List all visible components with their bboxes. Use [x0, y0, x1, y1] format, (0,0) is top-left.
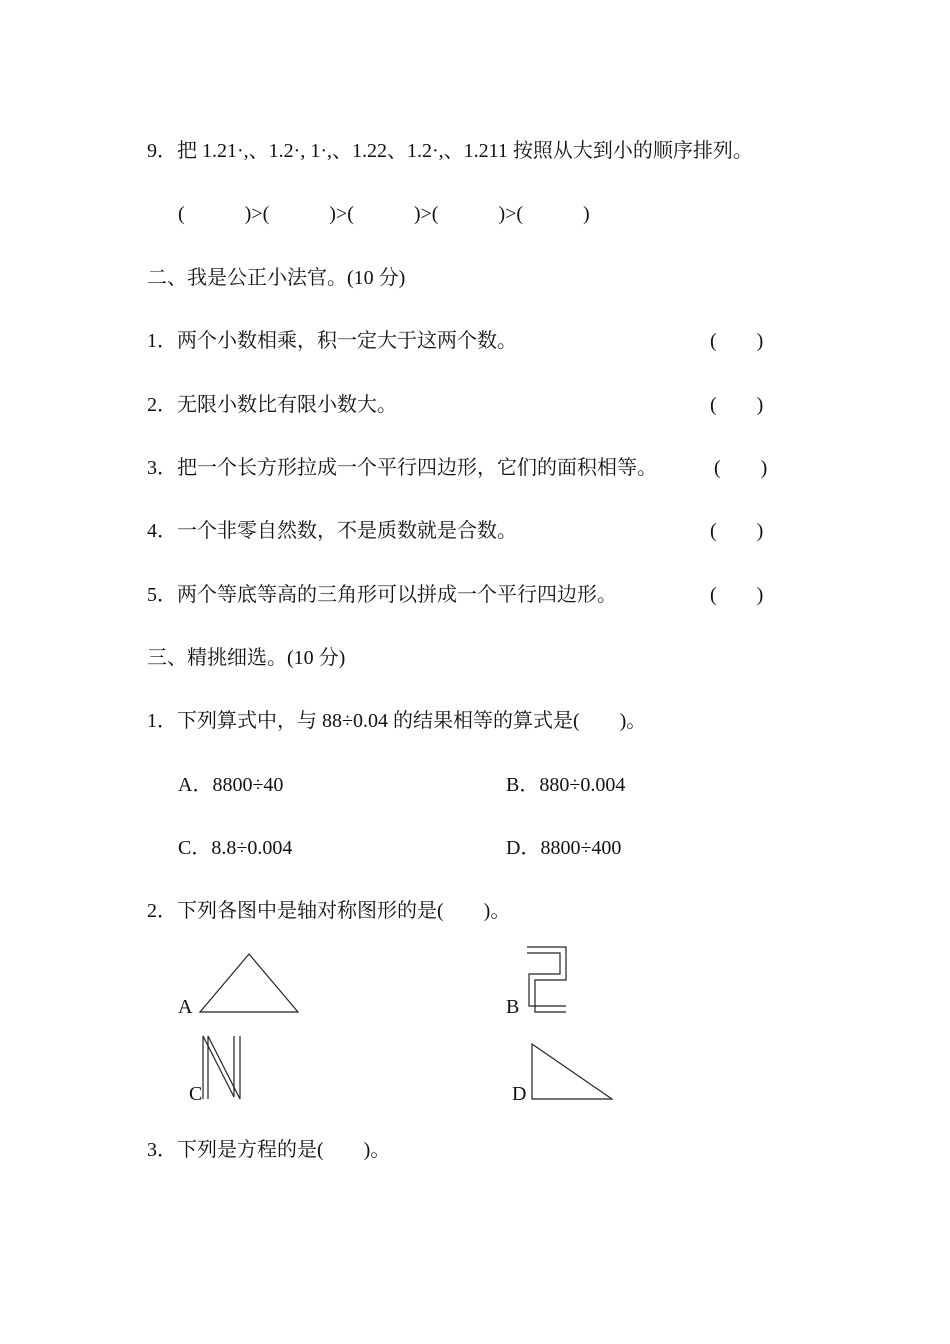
figure-a-label: A: [178, 996, 193, 1018]
q9-order-blanks[interactable]: ( )>( )>( )>( )>( ): [178, 203, 590, 225]
judge-item-2: 2．无限小数比有限小数大。: [147, 394, 397, 416]
choice-q1-text: 1．下列算式中，与 88÷0.04 的结果相等的算式是( )。: [147, 710, 647, 732]
judge-item-5: 5．两个等底等高的三角形可以拼成一个平行四边形。: [147, 584, 617, 606]
choice-q3-text: 3．下列是方程的是( )。: [147, 1139, 391, 1161]
q9-text: 9．把 1.21·,、1.2·, 1·,、1.22、1.2·,、1.211 按照从大到小的顺序排列。: [147, 140, 753, 162]
choice-q1-option-a[interactable]: A．8800÷40: [178, 774, 284, 796]
choice-q1-option-b[interactable]: B．880÷0.004: [506, 774, 626, 796]
judge-item-1: 1．两个小数相乘，积一定大于这两个数。: [147, 330, 517, 352]
section2-title: 二、我是公正小法官。(10 分): [147, 267, 406, 289]
judge-answer-paren-4[interactable]: ( ): [710, 520, 764, 542]
judge-answer-paren-3[interactable]: ( ): [714, 457, 768, 479]
choice-q2-text: 2．下列各图中是轴对称图形的是( )。: [147, 900, 511, 922]
judge-answer-paren-2[interactable]: ( ): [710, 394, 764, 416]
judge-item-3: 3．把一个长方形拉成一个平行四边形，它们的面积相等。: [147, 457, 657, 479]
figure-c-label: C: [189, 1083, 203, 1105]
judge-answer-paren-5[interactable]: ( ): [710, 584, 764, 606]
figure-d-label: D: [512, 1083, 527, 1105]
judge-item-4: 4．一个非零自然数，不是质数就是合数。: [147, 520, 517, 542]
judge-answer-paren-1[interactable]: ( ): [710, 330, 764, 352]
figure-b-label: B: [506, 996, 520, 1018]
section3-title: 三、精挑细选。(10 分): [147, 647, 346, 669]
choice-q1-option-d[interactable]: D．8800÷400: [506, 837, 622, 859]
choice-q1-option-c[interactable]: C．8.8÷0.004: [178, 837, 293, 859]
